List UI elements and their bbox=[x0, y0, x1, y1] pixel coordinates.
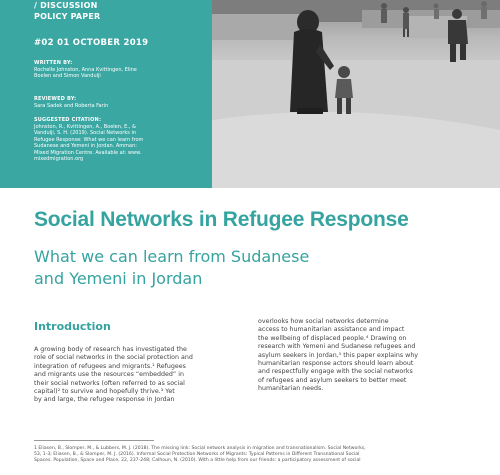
citation-label: SUGGESTED CITATION: bbox=[34, 117, 102, 123]
subtitle-line-2: and Yemeni in Jordan bbox=[34, 269, 203, 288]
body-line: and respectfully engage with the social networks bbox=[258, 368, 413, 376]
subtitle-line-1: What we can learn from Sudanese bbox=[34, 247, 310, 266]
issue-date: #02 01 OCTOBER 2019 bbox=[34, 38, 149, 48]
citation-line: mixedmigration.org bbox=[34, 156, 84, 162]
footnote-line: Spaces. Population, Space and Place, 22, 237-248; Calhoun, N. (2010). With a little help from our friends: a participatory assessment of social bbox=[34, 458, 361, 463]
body-line: capital)² to survive and hopefully thrive.³ Yet bbox=[34, 388, 175, 396]
introduction-heading: Introduction bbox=[34, 320, 111, 333]
footnote bbox=[34, 446, 474, 464]
body-line: their social networks (often referred to as social bbox=[34, 379, 185, 387]
body-line: access to humanitarian assistance and impact bbox=[258, 326, 405, 334]
body-column-right bbox=[258, 318, 466, 394]
series-line-1: / DISCUSSION bbox=[34, 1, 98, 10]
series-line-2: POLICY PAPER bbox=[34, 12, 101, 21]
citation-line: Sudanese and Yemeni in Jordan. Amman: bbox=[34, 143, 137, 149]
reviewed-by-names: Sara Sadek and Roberta Farin bbox=[34, 102, 109, 109]
footnote-divider bbox=[34, 440, 154, 441]
body-line: integration of refugees and migrants.¹ Refugees bbox=[34, 362, 186, 370]
page-subtitle bbox=[34, 246, 334, 290]
reviewed-by-label: REVIEWED BY: bbox=[34, 96, 77, 102]
footnote-line: 53, 1-3; Eliasen, B., & Slomper, M. J. (2016). Informal Social Protection Networks of Migrants: Typical Patterns in Different Transnational Social bbox=[34, 452, 360, 457]
body-line: asylum seekers in Jordan,⁵ this paper explains why bbox=[258, 351, 419, 359]
body-line: research with Yemeni and Sudanese refugees and bbox=[258, 343, 416, 351]
reviewed-by-block bbox=[34, 96, 108, 109]
body-line: by and large, the refugee response in Jordan bbox=[34, 396, 175, 404]
page-title: Social Networks in Refugee Response bbox=[34, 208, 409, 231]
citation-line: Johnston, R., Kvittingen, A., Boelen, E., & bbox=[34, 123, 136, 130]
body-line: overlooks how social networks determine bbox=[258, 318, 389, 325]
body-line: A growing body of research has investigated the bbox=[34, 346, 187, 353]
body-line: and migrants use the resources “embedded” in bbox=[34, 371, 184, 379]
refugee-camp-photo bbox=[212, 0, 500, 188]
written-by-line-2: Boelen and Simon Vandulji bbox=[34, 73, 101, 79]
body-line: the wellbeing of displaced people.⁴ Drawing on bbox=[258, 334, 407, 342]
body-line: humanitarian needs. bbox=[258, 385, 324, 393]
citation-line: Refugee Response: What we can learn from bbox=[34, 136, 144, 143]
body-line: humanitarian response actors should learn about bbox=[258, 360, 414, 368]
written-by-block bbox=[34, 60, 137, 80]
suggested-citation-block bbox=[34, 117, 206, 163]
citation-line: Mixed Migration Centre. Available at: www. bbox=[34, 149, 142, 156]
series-label bbox=[34, 0, 100, 22]
body-line: of refugees and asylum seekers to better meet bbox=[258, 376, 407, 384]
written-by-line-1: Rochelle Johnston, Anna Kvittingen, Eline bbox=[34, 66, 137, 73]
citation-line: Vandulji, S. H. (2019). Social Networks in bbox=[34, 130, 137, 136]
footnote-line: 1 Eliasen, B., Slomper, M., & Lubbers, M. J. (2018). The missing link: Social network analysis in migration and transnationalism. Social Networks, bbox=[34, 446, 366, 451]
paper-info-panel bbox=[0, 0, 212, 188]
written-by-label: WRITTEN BY: bbox=[34, 60, 73, 66]
body-column-left bbox=[34, 346, 234, 405]
cover-photo bbox=[212, 0, 500, 188]
body-line: role of social networks in the social protection and bbox=[34, 354, 193, 362]
